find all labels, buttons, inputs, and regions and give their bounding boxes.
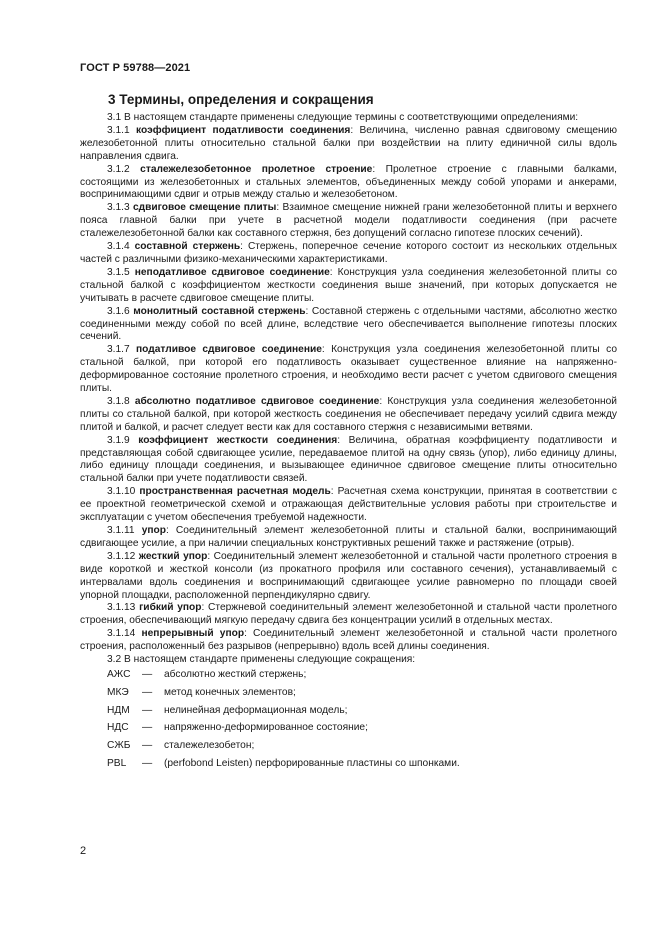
abbreviation: СЖБ xyxy=(107,740,131,752)
term-number: 3.1.10 xyxy=(107,486,136,498)
term-text: : Стержень, поперечное сечение которого состоит из нескольких отдельных частей с различными физико-механическими характеристиками. xyxy=(80,241,617,265)
term-name: сдвиговое смещение плиты xyxy=(132,202,277,214)
term-text: : Конструкция узла соединения железобетонной плиты со стальной балкой, при которой его податливость оказывает существенное влияние на напряженно-деформированное состояние пролетного строения, и необходимо вести расчет с учетом сдвигового смещения плиты. xyxy=(80,344,617,395)
abbreviation-dash: — xyxy=(142,669,153,681)
term-definition xyxy=(80,267,617,306)
term-definition xyxy=(80,344,617,396)
term-definition xyxy=(80,486,617,525)
term-text: : Величина, численно равная сдвиговому смещению железобетонной плиты относительно стальной балки при воздействии на плиту единичной силы вдоль направления сдвига. xyxy=(80,124,617,162)
term-number: 3.1.12 xyxy=(107,550,136,562)
abbreviation-meaning: напряженно-деформированное состояние; xyxy=(164,722,368,734)
term-name: монолитный составной стержень xyxy=(133,305,306,317)
term-text: : Расчетная схема конструкции, принятая в соответствии с ее проектной геометрической схемой и отражающая действительные условия работы при строительстве и эксплуатации с учетом обеспечения требуемой надежности. xyxy=(80,486,617,524)
abbreviation-dash: — xyxy=(142,687,153,699)
abbreviation-dash: — xyxy=(142,757,153,769)
document-header: ГОСТ Р 59788—2021 xyxy=(80,62,191,74)
term-text: : Соединительный элемент железобетонной и стальной части пролетного строения, расположенный без разрывов (непрерывно) вдоль всей длины соединения. xyxy=(80,628,617,653)
abbreviation-meaning: нелинейная деформационная модель; xyxy=(164,704,348,716)
term-name: пространственная расчетная модель xyxy=(139,486,331,498)
term-name: неподатливое сдвиговое соединение xyxy=(134,266,330,278)
abbreviation-meaning: абсолютно жесткий стержень; xyxy=(164,669,307,681)
intro-paragraph: 3.1 В настоящем стандарте применены следующие термины с соответствующими определениями: xyxy=(107,112,579,123)
term-number: 3.1.3 xyxy=(107,202,130,214)
term-number: 3.1.4 xyxy=(107,241,130,253)
abbreviation-dash: — xyxy=(142,722,153,734)
term-name: коэффициент жесткости соединения xyxy=(138,434,338,446)
term-name: абсолютно податливое сдвиговое соединение xyxy=(134,395,380,407)
abbreviation-row xyxy=(80,667,460,685)
term-definition xyxy=(80,602,617,628)
term-definition xyxy=(80,125,617,164)
term-text: : Конструкция узла соединения железобетонной плиты со стальной балкой с коэффициентом жесткости соединения выше значений, при которых допускается не учитывать в расчете сдвиговое смещение плиты. xyxy=(80,266,617,304)
abbreviation-row xyxy=(80,685,460,703)
term-definition xyxy=(80,241,617,267)
term-text: : Соединительный элемент железобетонной плиты и стальной балки, воспринимающий сдвигающее усилие, а при наличии специальных конструктивных решений также и растяжение (отрыв). xyxy=(80,525,617,549)
term-number: 3.1.13 xyxy=(107,602,136,614)
term-number: 3.1.9 xyxy=(107,434,130,446)
abbreviation-meaning: сталежелезобетон; xyxy=(164,740,255,752)
abbreviation-row xyxy=(80,702,460,720)
section-title: 3 Термины, определения и сокращения xyxy=(108,92,374,107)
term-text: : Конструкция узла соединения железобетонной плиты со стальной балкой, при которой жесткость соединения не обеспечивает передачу усилий сдвига между плитой и балкой, и расчет следует вести как для составного стержня с независимыми ветвями. xyxy=(80,395,617,433)
term-definition xyxy=(80,306,617,345)
term-name: сталежелезобетонное пролетное строение xyxy=(140,163,373,175)
term-name: жесткий упор xyxy=(138,550,208,562)
abbreviations-table xyxy=(80,667,460,773)
term-definition xyxy=(80,164,617,203)
term-definition xyxy=(80,435,617,487)
term-name: составной стержень xyxy=(134,241,241,253)
term-number: 3.1.6 xyxy=(107,305,130,317)
term-text: : Соединительный элемент железобетонной и стальной части пролетного строения в виде короткой и жесткой консоли (из прокатного профиля или составного сечения), устанавливаемый с интервалами вдоль соединения и воспринимающий сдвигающее усилие равномерно по площади своей упорной площадки, расположенной перпендикулярно сдвигу. xyxy=(80,550,617,601)
term-text: : Величина, обратная коэффициенту податливости и представляющая собой сдвигающее усилие, передаваемое плитой на одну связь (упор), либо единицу длины, либо единицу площади соединения, и вызывающее единичное сдвиговое смещение плиты относительно стальной балки при учете податливости связей. xyxy=(80,434,617,485)
term-definition xyxy=(80,551,617,603)
abbreviation: МКЭ xyxy=(107,687,129,699)
term-definition xyxy=(80,202,617,241)
abbreviation-meaning: метод конечных элементов; xyxy=(164,687,296,699)
term-name: податливое сдвиговое соединение xyxy=(136,344,322,356)
abbreviation-meaning: (perfobond Leisten) перфорированные пластины со шпонками. xyxy=(164,757,460,769)
abbreviation-row xyxy=(80,720,460,738)
abbreviation-row xyxy=(80,738,460,756)
term-number: 3.1.11 xyxy=(107,525,135,536)
abbreviation: PBL xyxy=(107,757,127,769)
term-number: 3.1.1 xyxy=(107,124,130,136)
term-definition xyxy=(80,525,617,551)
term-name: непрерывный упор xyxy=(141,628,245,640)
term-name: коэффициент податливости соединения xyxy=(136,124,351,136)
abbreviation-row xyxy=(80,755,460,773)
terms-list xyxy=(80,125,617,654)
term-number: 3.1.7 xyxy=(107,344,130,356)
term-number: 3.1.2 xyxy=(107,163,130,175)
page-number: 2 xyxy=(80,845,87,857)
term-number: 3.1.5 xyxy=(107,266,130,278)
term-definition xyxy=(80,628,617,654)
term-definition xyxy=(80,396,617,435)
term-text: : Стержневой соединительный элемент железобетонной и стальной части пролетного строения, обеспечивающий мягкую передачу сдвига без концентрации усилий в отдельных местах. xyxy=(80,602,617,627)
term-name: упор xyxy=(141,525,166,536)
abbreviation: НДС xyxy=(107,722,129,734)
term-text: : Взаимное смещение нижней грани железобетонной плиты и верхнего пояса главной балки при учете в расчетной модели податливости соединения (при расчете сталежелезобетонной балки как составного стержня, без допущений согласно гипотезе плоских сечений). xyxy=(80,202,617,240)
term-number: 3.1.8 xyxy=(107,395,130,407)
document-body xyxy=(80,112,617,773)
abbreviations-intro: 3.2 В настоящем стандарте применены следующие сокращения: xyxy=(107,654,416,666)
term-number: 3.1.14 xyxy=(107,628,136,640)
term-text: : Пролетное строение с главными балками, состоящими из железобетонных и стальных элементов, объединенных между собой упорами и анкерами, воспринимающими сдвиг и отрыв между сталью и железобетоном. xyxy=(80,163,617,201)
term-text: : Составной стержень с отдельными частями, абсолютно жестко соединенными между собой по всей длине, вследствие чего обеспечивается выполнение гипотезы плоских сечений. xyxy=(80,305,617,343)
abbreviation: НДМ xyxy=(107,704,130,716)
term-name: гибкий упор xyxy=(139,602,202,614)
abbreviation: АЖС xyxy=(107,669,131,681)
abbreviation-dash: — xyxy=(142,704,153,716)
abbreviation-dash: — xyxy=(142,740,153,752)
